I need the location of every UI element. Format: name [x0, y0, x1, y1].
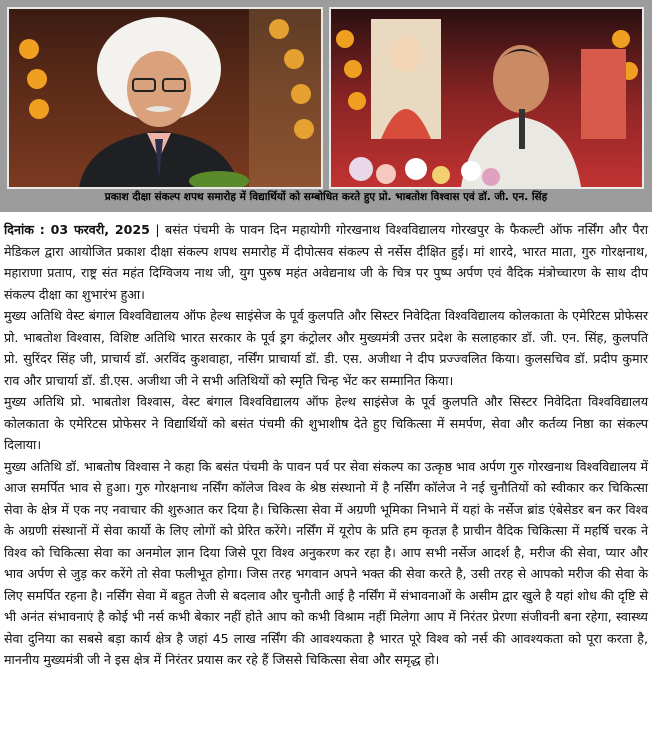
photo-band — [0, 0, 652, 212]
photo-speaker-left — [7, 7, 323, 189]
article-paragraph-1 — [4, 219, 648, 305]
article-paragraph-2: मुख्य अतिथि वेस्ट बंगाल विश्वविद्यालय ऑफ हेल्थ साइंसेज के पूर्व कुलपति और सिस्टर निवेदिता विश्वविद्यालय कोलकाता के एमेरिटस प्रोफेसर प्रो. भाबतोश विश्वास, विशिष्ट अतिथि भारत सरकार के पूर्व ड्रग कंट्रोलर और मुख्यमंत्री उत्तर प्रदेश के सलाहकार डॉ. जी. एन. सिंह, कुलपति प्रो. सुरिंदर सिंह जी, प्राचार्य डॉ. अरविंद कुशवाहा, नर्सिंग प्राचार्या डॉ. डी. एस. अजीथा ने दीप प्रज्ज्वलित किया। कुलसचिव डॉ. प्रदीप कुमार राव और प्राचार्या डॉ. डी.एस. अजीथा जी ने सभी अतिथियों को स्मृति चिन्ह भेंट कर सम्मानित किया। — [4, 308, 648, 388]
article-paragraph-3: मुख्य अतिथि प्रो. भाबतोश विश्वास, वेस्ट बंगाल विश्वविद्यालय ऑफ हेल्थ साइंसेज के पूर्व कुलपति और सिस्टर निवेदिता विश्वविद्यालय कोलकाता के एमेरिटस प्रोफेसर ने विद्यार्थियों को बसंत पंचमी की शुभाशीष देते हुए चिकित्सा में समर्पण, सेवा और कर्तव्य निष्ठा का संकल्प दिलाया। — [4, 394, 648, 452]
article-body — [4, 219, 648, 671]
photo-speaker-right — [329, 7, 644, 189]
photo-caption: प्रकाश दीक्षा संकल्प शपथ समारोह में विद्यार्थियों को सम्बोधित करते हुए प्रो. भाबतोश विश्वास एवं डॉ. जी. एन. सिंह — [104, 191, 548, 203]
paragraph-text: | बसंत पंचमी के पावन दिन महायोगी गोरखनाथ विश्वविद्यालय गोरखपुर के फैकल्टी ऑफ नर्सिंग और पैरा मेडिकल द्वारा आयोजित प्रकाश दीक्षा संकल्प शपथ समारोह में दीपोत्सव संकल्प से नर्सेस दीक्षित हुई। मां शारदे, भारत माता, गुरु गोरक्षनाथ, महाराणा प्रताप, राष्ट्र संत महंत दिग्विजय नाथ जी, युग पुरुष महंत अवेद्यनाथ जी के चित्र पर पुष्प अर्पण एवं वैदिक मंत्रोच्चारण के साथ दीप संकल्प दीक्षा का शुभारंभ हुआ। — [4, 222, 648, 302]
dateline: दिनांक : 03 फरवरी, 2025 — [4, 222, 150, 237]
article-paragraph-4: मुख्य अतिथि डॉ. भाबतोष विश्वास ने कहा कि बसंत पंचमी के पावन पर्व पर सेवा संकल्प का उत्कृष्ठ भाव अर्पण गुरु गोरखनाथ विश्वविद्यालय में आज समर्पित भाव से हुआ। गुरु गोरक्षनाथ नर्सिंग कॉलेज विश्व के श्रेष्ठ संस्थानो में है नर्सिंग कॉलेज ने नई चुनौतियों को स्वीकार कर चिकित्सा सेवा के क्षेत्र में एक नए नवाचार की शुरुआत कर दिया है। चिकित्सा सेवा में अग्रणी भूमिका निभाने में यहां के नर्सेज ब्रांड एंबेसेडर बन कर विश्व के अग्रणी संस्थानों में सेवा कार्यो के लिए लोगों को प्रेरित करेंगे। नर्सिंग में यूरोप के प्रति हम कृतज्ञ है प्राचीन वैदिक चिकित्सा में महर्षि चरक ने विश्व को चिकित्सा सेवा का अनमोल ज्ञान दिया जिसे पूरा विश्व अनुकरण कर रहा है। आप सभी नर्सेज आदर्श है, मरीज की सेवा, प्यार और भाव अर्पण से जुड़ कर करेंगे तो सेवा फलीभूत होगा। जिस तरह भगवान अपने भक्त की सेवा करते है, उसी तरह से आपको मरीज की सेवा के लिए समर्पित रहना है। नर्सिंग सेवा में बहुत तेजी से बदलाव और चुनौती आई है नर्सिंग में संभावनाओं के असीम द्वार खुले है यहां शोध की दृष्टि से भी अनंत संभावनाएं है कोई भी नर्स कभी बेकार नहीं होते आप को कभी विश्राम नहीं मिलेगा आप में निरंतर प्रेरणा संजीवनी बना रहेगा, स्वास्थ्य सेवा दुनिया का सबसे बड़ा कार्य क्षेत्र है जहां 45 लाख नर्सिंग की आवश्यकता है भारत पूरे विश्व को नर्स की आवश्यकता को पूरा करता है, माननीय मुख्यमंत्री जी ने इस क्षेत्र में निरंतर प्रयास कर रहे हैं जिससे चिकित्सा सेवा और समृद्ध हो। — [4, 458, 648, 667]
